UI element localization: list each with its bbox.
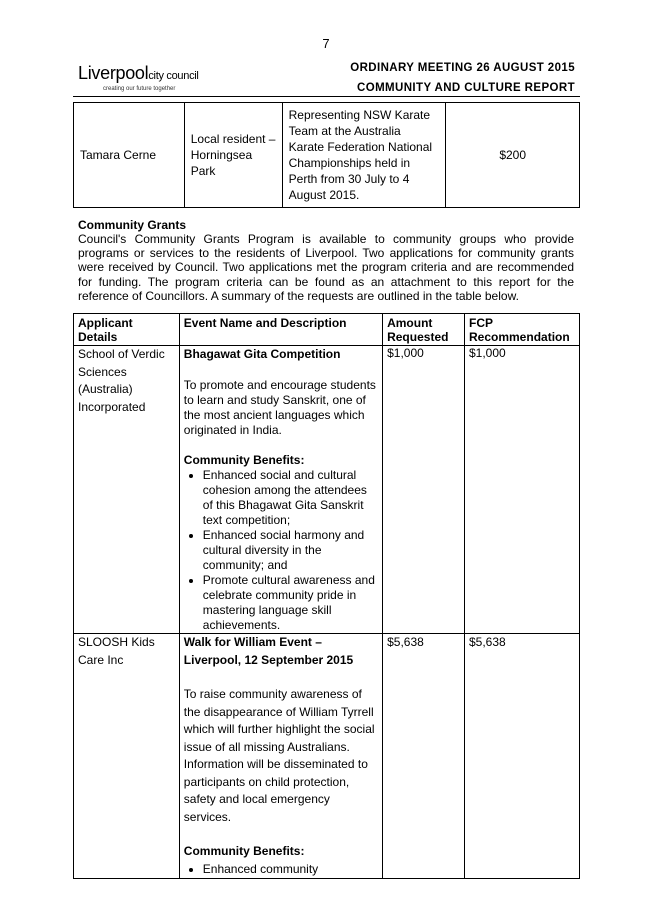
meeting-title: ORDINARY MEETING 26 AUGUST 2015: [350, 62, 575, 74]
column-header: Event Name and Description: [179, 314, 382, 346]
list-item: • Enhanced community: [203, 861, 378, 879]
table-row: [74, 103, 580, 208]
page-number: 7: [322, 36, 330, 51]
location-cell: Local resident – Horningsea Park: [184, 103, 282, 208]
recommendation-cell: $5,638: [465, 634, 580, 879]
description-cell: Representing NSW Karate Team at the Australia Karate Federation National Championships held in Perth from 30 July to 4 August 2015.: [282, 103, 446, 208]
applicant-cell: SLOOSH Kids Care Inc: [74, 634, 180, 879]
event-cell: [179, 346, 382, 634]
column-header: FCP Recommendation: [465, 314, 580, 346]
benefits-label: Community Benefits:: [183, 453, 305, 467]
event-name: Bhagawat Gita Competition: [183, 347, 341, 361]
grants-table: [73, 313, 580, 879]
event-description: To raise community awareness of the disappearance of William Tyrrell which will further highlight the social issue of all missing Australians. Information will be disseminated to participants on child protection, safety and local emergency services.: [183, 687, 375, 824]
column-header: Applicant Details: [74, 314, 180, 346]
applicant-cell: Tamara Cerne: [74, 103, 185, 208]
table-row: [74, 346, 580, 634]
logo-tagline: creating our future together: [103, 86, 176, 92]
list-item: • Enhanced social and cultural cohesion among the attendees of this Bhagawat Gita Sanskrit text competition;: [203, 468, 378, 528]
table-header-row: [74, 314, 580, 346]
logo-brand: Liverpool: [78, 63, 149, 83]
council-logo: [78, 63, 199, 84]
benefits-label: Community Benefits:: [183, 844, 305, 858]
header-divider: [73, 96, 580, 97]
previous-grants-table: [73, 102, 580, 208]
event-cell: [179, 634, 382, 879]
amount-cell: $200: [446, 103, 580, 208]
event-description: To promote and encourage students to learn and study Sanskrit, one of the most ancient languages which originated in India.: [183, 378, 376, 437]
list-item: • Promote cultural awareness and celebrate community pride in mastering language skill achievements.: [203, 573, 378, 633]
amount-cell: $5,638: [383, 634, 465, 879]
section-body: Council's Community Grants Program is available to community groups who provide programs or services to the residents of Liverpool. Two applications for community grants were received by Council. Two applications met the program criteria and are recommended for funding. The program criteria can be found as an attachment to this report for the reference of Councillors. A summary of the requests are outlined in the table below.: [78, 232, 574, 303]
logo-suffix: city council: [148, 70, 199, 82]
section-heading: Community Grants: [78, 218, 187, 232]
event-name: Walk for William Event – Liverpool, 12 September 2015: [183, 635, 354, 667]
applicant-cell: School of Verdic Sciences (Australia) Incorporated: [74, 346, 180, 634]
column-header: Amount Requested: [383, 314, 465, 346]
amount-cell: $1,000: [383, 346, 465, 634]
benefits-list: [184, 468, 378, 633]
recommendation-cell: $1,000: [465, 346, 580, 634]
list-item: • Enhanced social harmony and cultural diversity in the community; and: [203, 528, 378, 573]
table-row: [74, 634, 580, 879]
benefits-list: [184, 861, 378, 879]
report-title: COMMUNITY AND CULTURE REPORT: [357, 82, 575, 94]
